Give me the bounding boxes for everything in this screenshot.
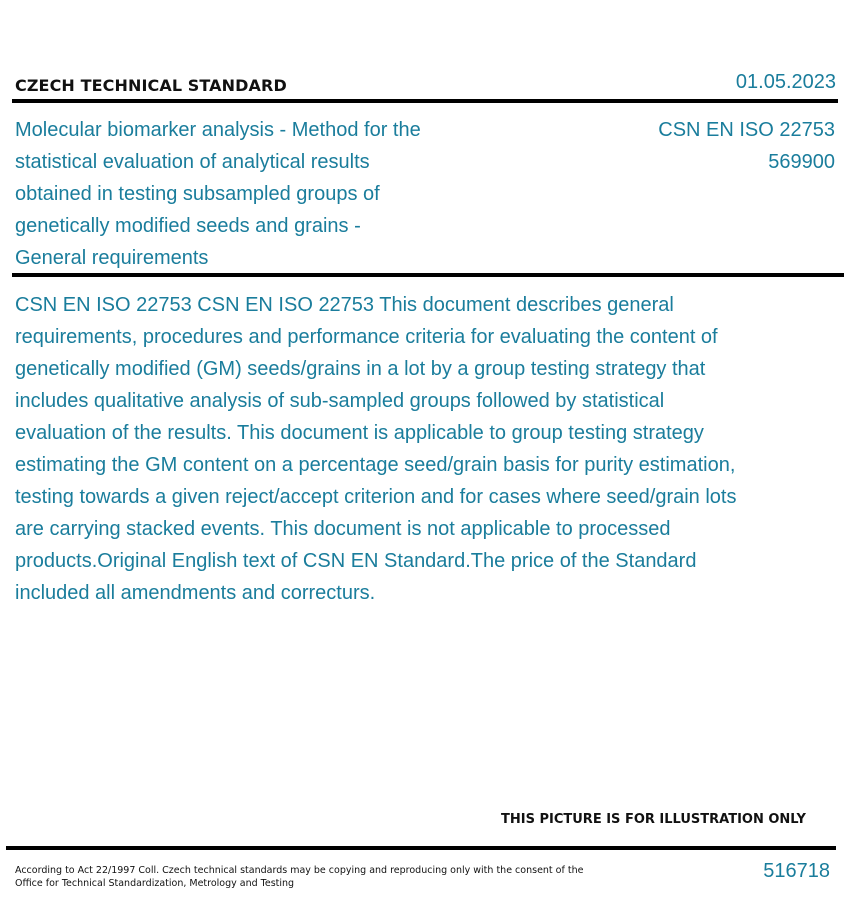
standard-title: Molecular biomarker analysis - Method for the statistical evaluation of analytical results obtained in testing subsampled groups of genetically modified seeds and grains - General requirements <box>15 119 421 269</box>
footer-divider <box>6 846 836 850</box>
publication-date: 01.05.2023 <box>735 71 836 93</box>
standard-identifier <box>658 114 835 178</box>
title-divider <box>12 273 844 277</box>
catalog-number: 516718 <box>763 860 830 882</box>
legal-notice: According to Act 22/1997 Coll. Czech technical standards may be copying and reproducing only with the consent of the Office for Technical Standardization, Metrology and Testing <box>15 865 584 889</box>
document-type-label: CZECH TECHNICAL STANDARD <box>15 76 287 95</box>
illustration-note: THIS PICTURE IS FOR ILLUSTRATION ONLY <box>501 812 806 827</box>
standard-description: CSN EN ISO 22753 CSN EN ISO 22753 This document describes general requirements, procedures and performance criteria for evaluating the content of genetically modified (GM) seeds/grains in a lot by a group testing strategy that includes qualitative analysis of sub-sampled groups followed by statistical evaluation of the results. This document is applicable to group testing strategy estimating the GM content on a percentage seed/grain basis for purity estimation, testing towards a given reject/accept criterion and for cases where seed/grain lots are carrying stacked events. This document is not applicable to processed products.Original English text of CSN EN Standard.The price of the Standard included all amendments and correcturs. <box>15 294 737 604</box>
header-divider <box>12 99 838 103</box>
standard-number: 569900 <box>768 151 835 173</box>
standard-code: CSN EN ISO 22753 <box>658 119 835 141</box>
